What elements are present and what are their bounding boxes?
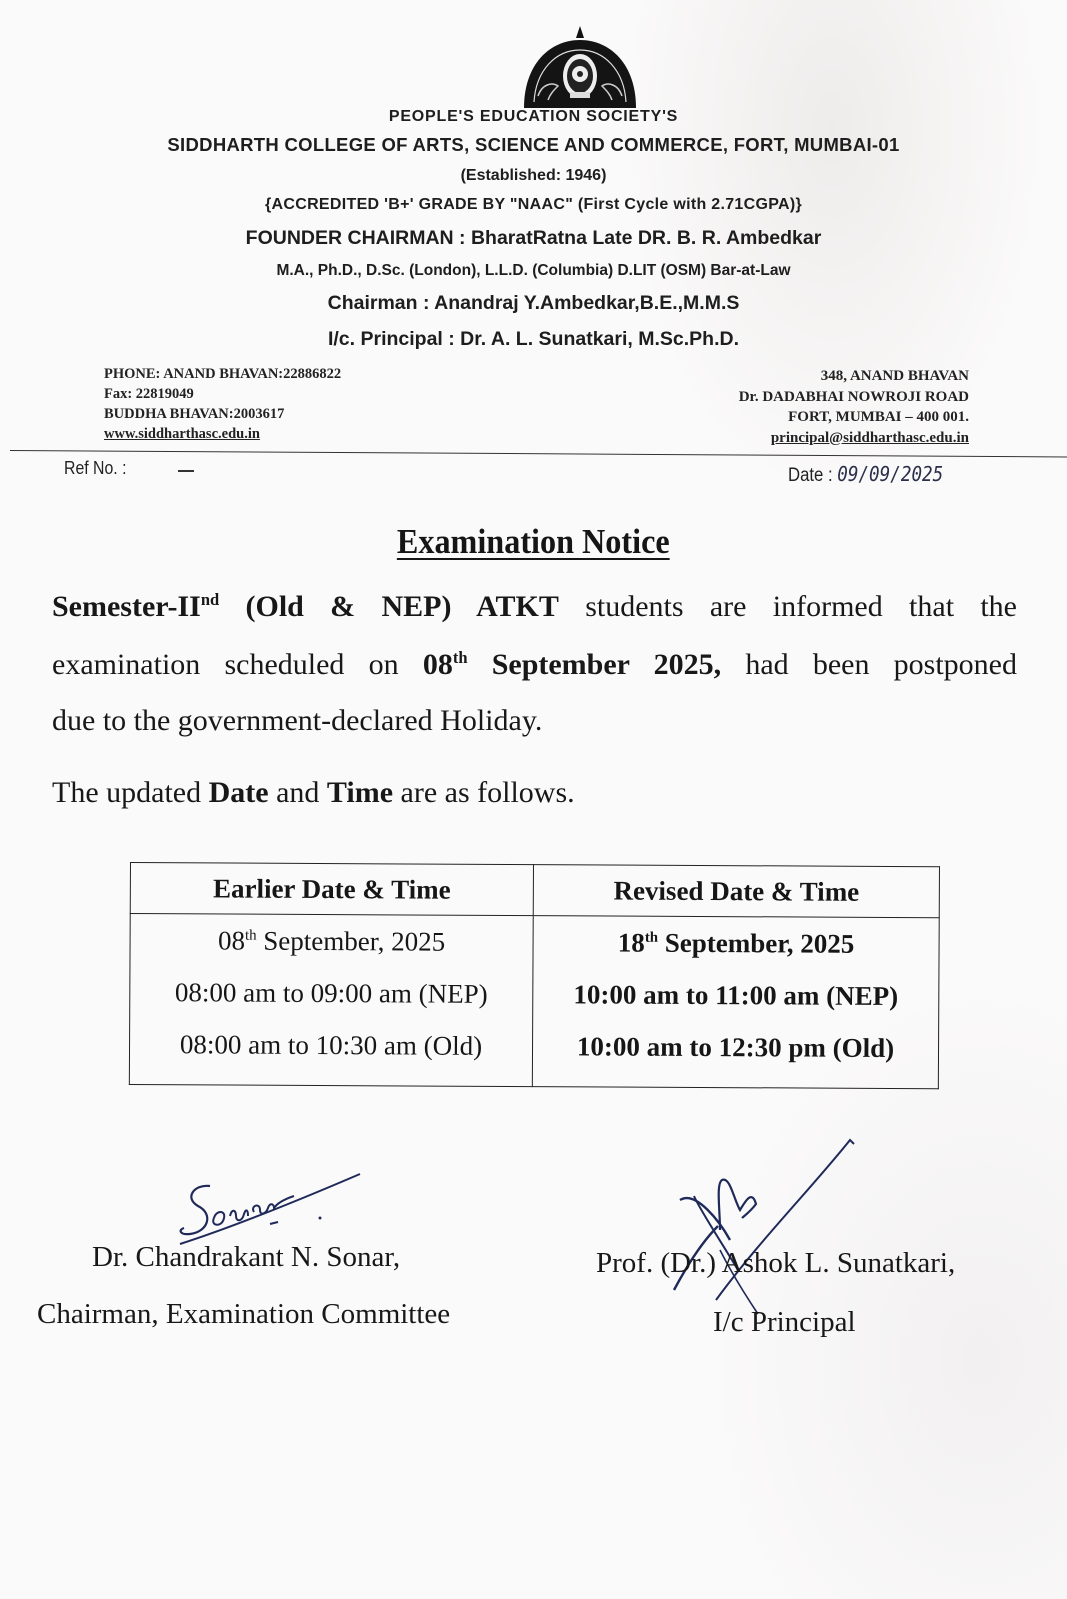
principal-line: I/c. Principal : Dr. A. L. Sunatkari, M.Sc.Ph.D. xyxy=(327,328,740,350)
header-earlier: Earlier Date & Time xyxy=(130,863,533,916)
society-name: PEOPLE'S EDUCATION SOCIETY'S xyxy=(388,108,679,125)
notice-title: Examination Notice xyxy=(397,522,670,561)
website-link[interactable]: www.siddharthasc.edu.in xyxy=(104,426,260,442)
address-line-2: Dr. DADABHAI NOWROJI ROAD xyxy=(738,388,969,405)
date-field xyxy=(788,462,943,487)
founder-chairman-line: FOUNDER CHAIRMAN : BharatRatna Late DR. B. R. Ambedkar xyxy=(245,227,822,249)
contact-left xyxy=(104,364,341,444)
paragraph-line-2: examination scheduled on 08th September 2025, had been postponed xyxy=(52,648,1017,681)
earlier-date: 08th September, 2025 xyxy=(217,925,446,957)
accreditation-line: {ACCREDITED 'B+' GRADE BY "NAAC" (First Cycle with 2.71CGPA)} xyxy=(264,196,803,213)
address-line-1: 348, ANAND BHAVAN xyxy=(820,368,969,384)
email-link[interactable]: principal@siddharthasc.edu.in xyxy=(770,429,969,446)
college-name: SIDDHARTH COLLEGE OF ARTS, SCIENCE AND COMMERCE, FORT, MUMBAI-01 xyxy=(167,134,900,155)
buddha-bhavan-text: BUDDHA BHAVAN:2003617 xyxy=(104,406,285,422)
earlier-nep-time: 08:00 am to 09:00 am (NEP) xyxy=(174,977,488,1009)
phone-text: PHONE: ANAND BHAVAN:22886822 xyxy=(104,366,342,382)
paragraph-line-1: Semester-IInd (Old & NEP) ATKT students are informed that the xyxy=(52,590,1017,623)
header-divider xyxy=(10,450,1067,457)
revised-nep-time: 10:00 am to 11:00 am (NEP) xyxy=(573,979,899,1012)
schedule-header-row xyxy=(130,863,939,918)
address-line-3: FORT, MUMBAI – 400 001. xyxy=(788,409,969,425)
revised-old-time: 10:00 am to 12:30 pm (Old) xyxy=(576,1031,895,1064)
established-line: (Established: 1946) xyxy=(460,167,607,184)
date-label: Date : xyxy=(788,465,833,486)
revised-cell xyxy=(532,916,939,1089)
ref-no-dash xyxy=(178,470,194,472)
schedule-row xyxy=(129,914,939,1089)
left-signatory-title: Chairman, Examination Committee xyxy=(37,1298,451,1330)
revised-date: 18th September, 2025 xyxy=(617,927,855,959)
date-value: 09/09/2025 xyxy=(837,462,944,486)
right-signatory-title: I/c Principal xyxy=(713,1306,856,1338)
founder-degrees-line: M.A., Ph.D., D.Sc. (London), L.L.D. (Columbia) D.LIT (OSM) Bar-at-Law xyxy=(276,262,791,279)
header-revised: Revised Date & Time xyxy=(533,865,939,918)
chairman-line: Chairman : Anandraj Y.Ambedkar,B.E.,M.M.S xyxy=(327,292,740,314)
ref-no-label: Ref No. : xyxy=(64,458,127,478)
signature-sunatkari xyxy=(660,1130,870,1320)
contact-right xyxy=(739,366,969,448)
society-emblem-icon xyxy=(520,24,640,110)
updated-intro: The updated Date and Time are as follows. xyxy=(52,776,575,809)
earlier-old-time: 08:00 am to 10:30 am (Old) xyxy=(179,1029,483,1061)
notice-paragraph xyxy=(52,590,1017,790)
fax-text: Fax: 22819049 xyxy=(104,386,194,402)
schedule-table xyxy=(129,862,940,1089)
right-signatory-name: Prof. (Dr.) Ashok L. Sunatkari, xyxy=(596,1247,956,1279)
earlier-cell xyxy=(129,914,533,1087)
paragraph-line-3: due to the government-declared Holiday. xyxy=(52,704,543,737)
left-signatory-name: Dr. Chandrakant N. Sonar, xyxy=(92,1241,401,1273)
